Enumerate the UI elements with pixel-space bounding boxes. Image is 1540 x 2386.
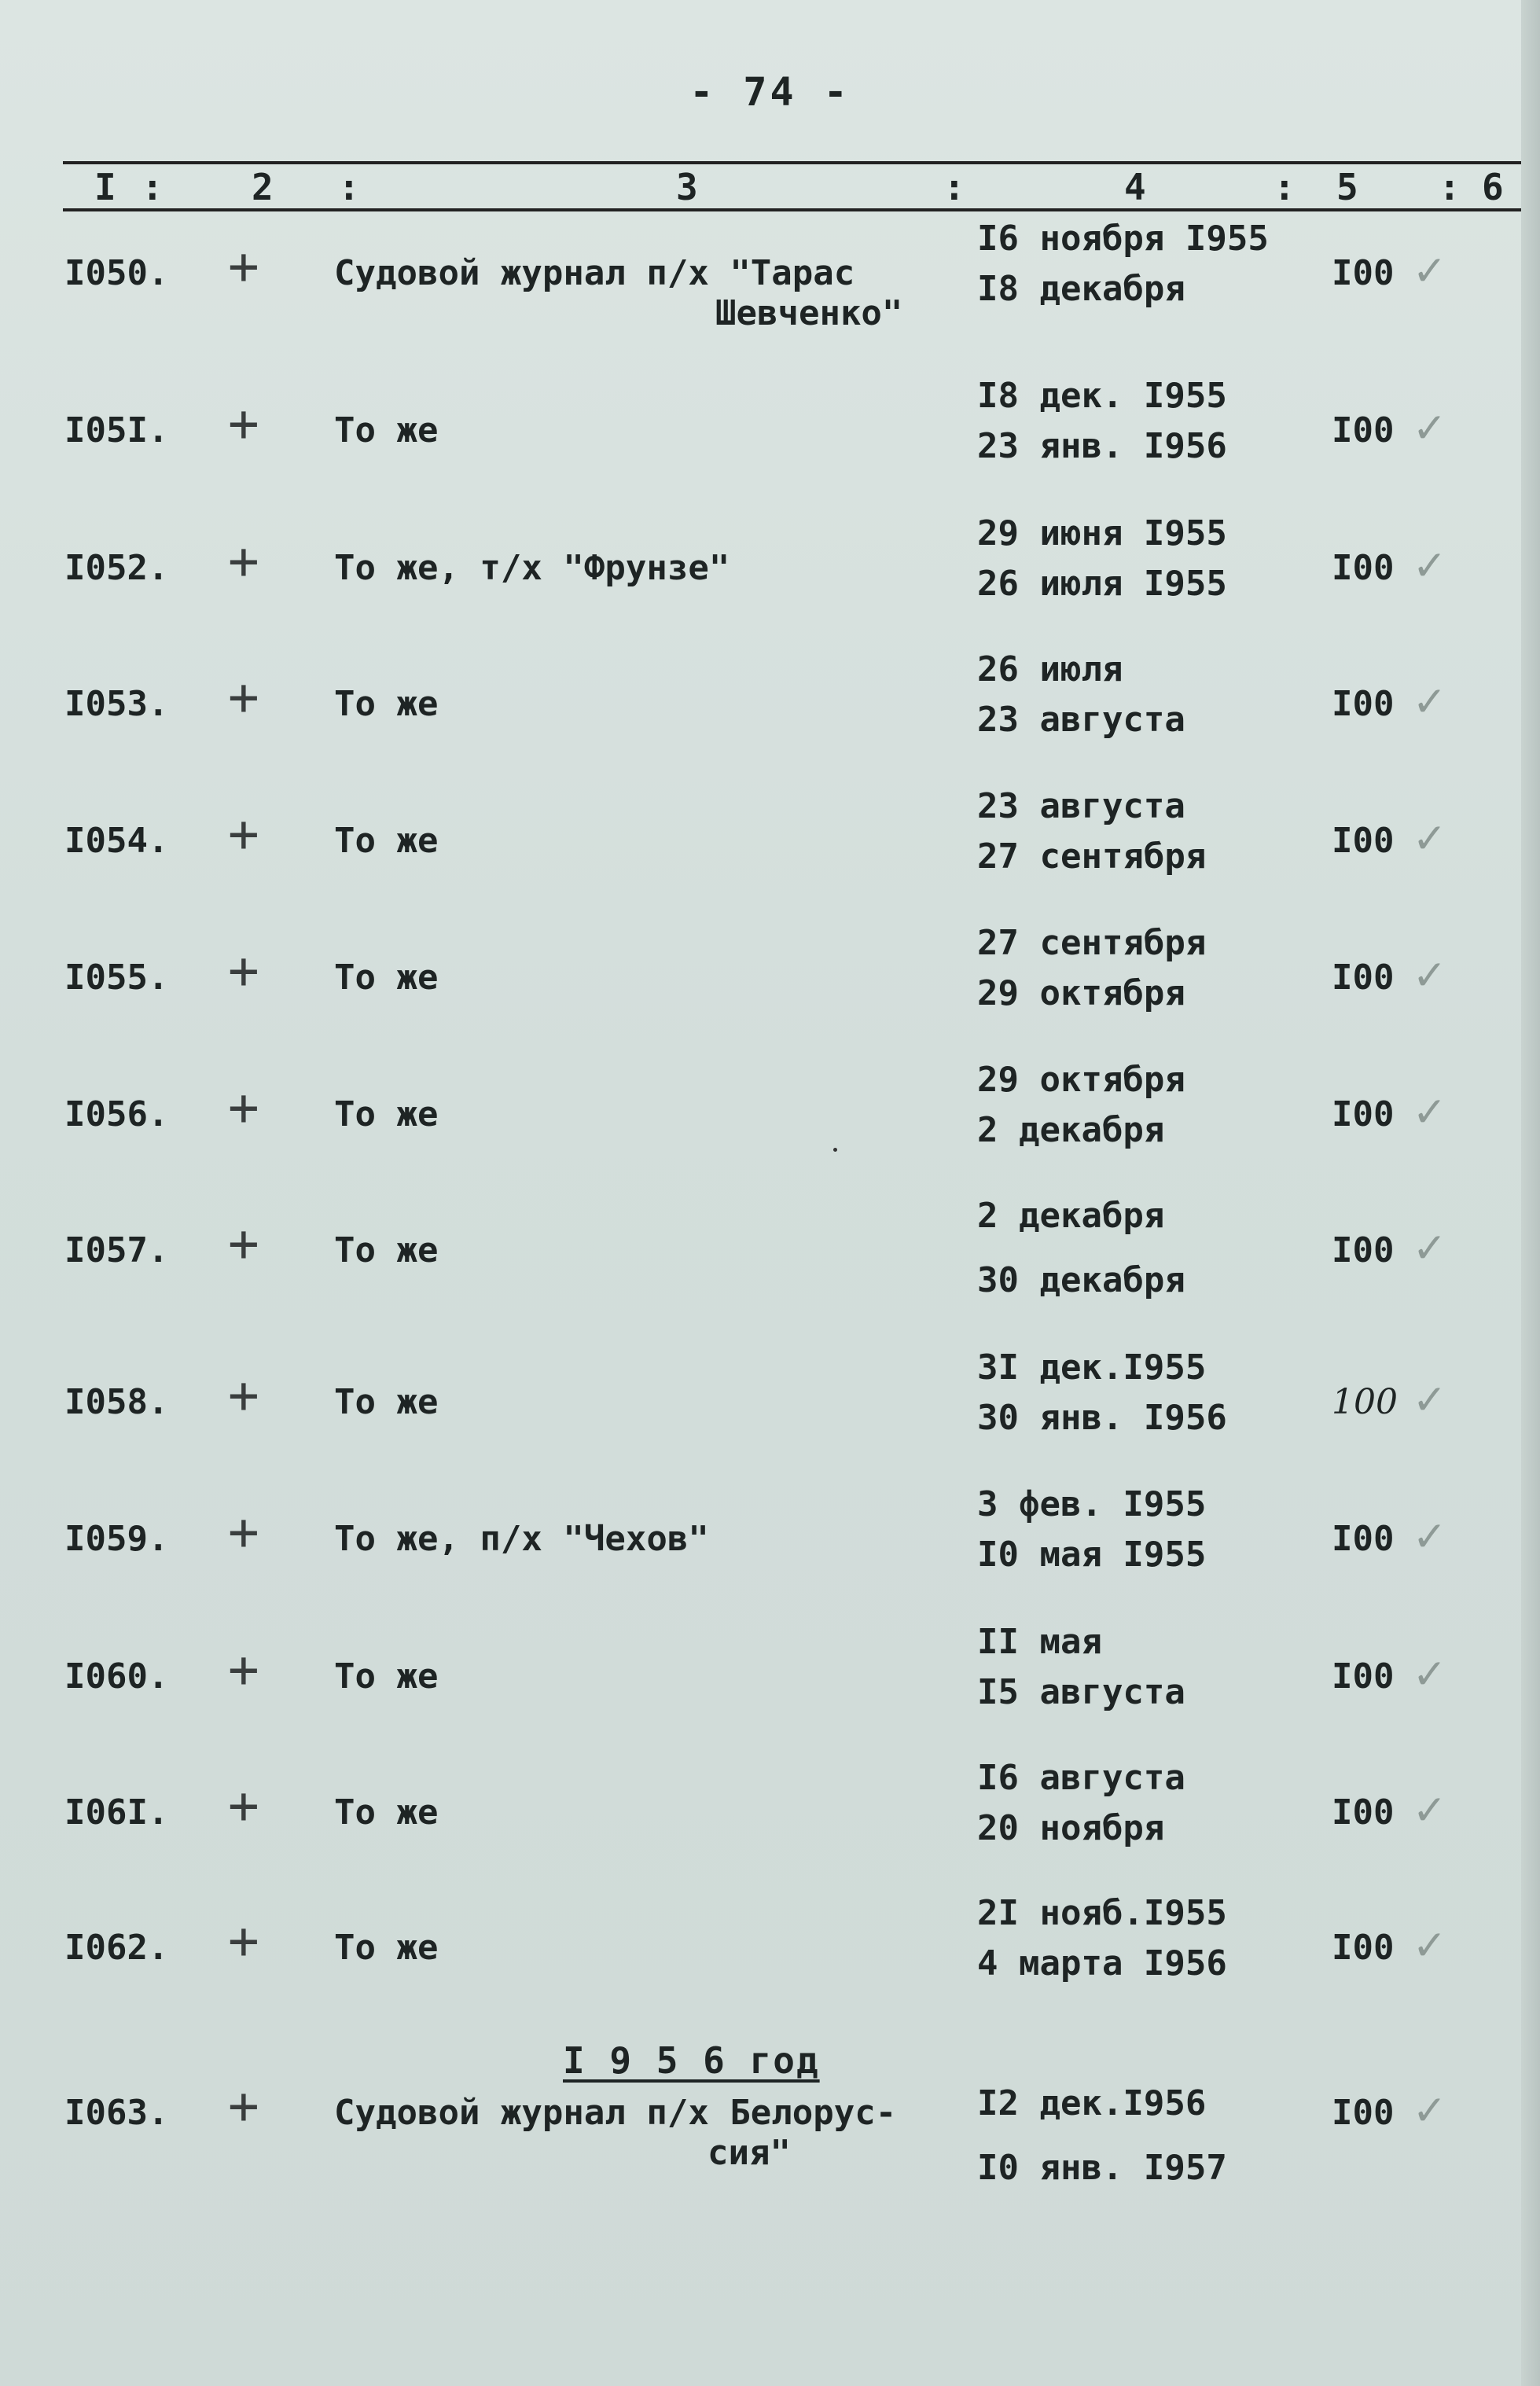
entry-title-line2: Шевченко" <box>715 293 903 333</box>
entry-title-line2: сия" <box>708 2133 791 2173</box>
check-mark-icon: ✓ <box>1415 1645 1444 1700</box>
date-to: 2 декабря <box>977 1110 1165 1150</box>
sheet-count: I00 <box>1332 2093 1395 2133</box>
column-header-1: I <box>94 166 116 208</box>
sheet-count: I00 <box>1332 410 1395 450</box>
entry-number: I059. <box>64 1519 169 1559</box>
date-to: I0 мая I955 <box>977 1535 1207 1575</box>
column-separator: : <box>338 166 360 208</box>
ink-speck <box>833 1148 837 1152</box>
entry-title <box>334 1382 715 1422</box>
date-from: 26 июля <box>977 649 1123 689</box>
sheet-count: I00 <box>1332 958 1395 998</box>
entry-title-line1: Судовой журнал п/х Белорус- <box>334 2093 897 2133</box>
check-mark-icon: ✓ <box>1415 1219 1444 1274</box>
sheet-count: I00 <box>1332 1928 1395 1968</box>
date-to: 23 янв. I956 <box>977 426 1227 466</box>
date-from: I8 дек. I955 <box>977 376 1227 416</box>
page-edge <box>1521 0 1540 2386</box>
column-separator: : <box>1274 166 1296 208</box>
entry-title-line1: То же <box>334 1792 439 1833</box>
column-separator: : <box>142 166 164 208</box>
date-to: 4 марта I956 <box>977 1943 1227 1983</box>
plus-mark-icon: + <box>228 1213 259 1274</box>
date-to: 30 декабря <box>977 1260 1185 1300</box>
entry-number: I056. <box>64 1094 169 1134</box>
column-separator: : <box>1439 166 1461 208</box>
page-number: - 74 - <box>689 69 851 115</box>
check-mark-icon: ✓ <box>1415 1781 1444 1836</box>
plus-mark-icon: + <box>228 1365 259 1425</box>
plus-mark-icon: + <box>228 940 259 1001</box>
date-to: I5 августа <box>977 1672 1185 1712</box>
entry-title <box>334 1230 715 1270</box>
column-header-6: 6 <box>1482 166 1504 208</box>
plus-mark-icon: + <box>228 531 259 591</box>
entry-title-line1: То же, т/х "Фрунзе" <box>334 548 730 588</box>
date-to: 26 июля I955 <box>977 564 1227 604</box>
plus-mark-icon: + <box>228 393 259 454</box>
column-header-row <box>63 161 1521 211</box>
entry-title <box>334 253 902 333</box>
date-from: II мая <box>977 1622 1102 1662</box>
entry-title-line1: То же <box>334 1382 439 1422</box>
entry-title <box>334 1928 715 1968</box>
plus-mark-icon: + <box>228 1639 259 1700</box>
entry-number: I063. <box>64 2093 169 2133</box>
entry-number: I058. <box>64 1382 169 1422</box>
sheet-count: I00 <box>1332 684 1395 724</box>
entry-title-line1: То же <box>334 1094 439 1134</box>
entry-title-line1: То же <box>334 1928 439 1968</box>
plus-mark-icon: + <box>228 667 259 727</box>
plus-mark-icon: + <box>228 803 259 864</box>
check-mark-icon: ✓ <box>1415 1083 1444 1138</box>
date-from: 29 октября <box>977 1060 1185 1100</box>
entry-title-line1: То же <box>334 684 439 724</box>
entry-title <box>334 1656 715 1697</box>
date-from: 2I нояб.I955 <box>977 1893 1227 1933</box>
date-from: I2 дек.I956 <box>977 2083 1207 2123</box>
entry-title-line1: То же, п/х "Чехов" <box>334 1519 709 1559</box>
date-to: I8 декабря <box>977 269 1185 309</box>
date-from: 27 сентября <box>977 923 1207 963</box>
date-to: 30 янв. I956 <box>977 1398 1227 1438</box>
date-from: 3 фев. I955 <box>977 1484 1207 1524</box>
entry-title <box>334 410 715 450</box>
plus-mark-icon: + <box>228 1775 259 1836</box>
entry-title-line1: То же <box>334 1230 439 1270</box>
date-from: 23 августа <box>977 786 1185 826</box>
plus-mark-icon: + <box>228 236 259 296</box>
entry-title-line1: Судовой журнал п/х "Тарас <box>334 253 855 293</box>
sheet-count: I00 <box>1332 821 1395 861</box>
entry-number: I050. <box>64 253 169 293</box>
column-header-5: 5 <box>1336 166 1358 208</box>
plus-mark-icon: + <box>228 2075 259 2136</box>
entry-title <box>334 684 715 724</box>
date-from: I6 августа <box>977 1758 1185 1798</box>
check-mark-icon: ✓ <box>1415 1371 1444 1426</box>
entry-number: I060. <box>64 1656 169 1697</box>
sheet-count: I00 <box>1332 1094 1395 1134</box>
entry-number: I052. <box>64 548 169 588</box>
plus-mark-icon: + <box>228 1077 259 1138</box>
column-header-2: 2 <box>252 166 274 208</box>
entry-number: I06I. <box>64 1792 169 1833</box>
entry-number: I062. <box>64 1928 169 1968</box>
entry-number: I05I. <box>64 410 169 450</box>
date-to: 27 сентября <box>977 836 1207 877</box>
entry-title <box>334 958 715 998</box>
check-mark-icon: ✓ <box>1415 1917 1444 1972</box>
year-heading: I 9 5 6 год <box>563 2039 820 2082</box>
sheet-count: I00 <box>1332 1519 1395 1559</box>
sheet-count: 100 <box>1332 1382 1398 1422</box>
entry-title <box>334 1792 715 1833</box>
entry-number: I054. <box>64 821 169 861</box>
check-mark-icon: ✓ <box>1415 947 1444 1002</box>
sheet-count: I00 <box>1332 1230 1395 1270</box>
sheet-count: I00 <box>1332 548 1395 588</box>
entry-title-line1: То же <box>334 1656 439 1697</box>
entry-title <box>334 548 730 588</box>
date-from: I6 ноября I955 <box>977 219 1269 259</box>
sheet-count: I00 <box>1332 1792 1395 1833</box>
check-mark-icon: ✓ <box>1415 810 1444 865</box>
date-to: 20 ноября <box>977 1808 1165 1848</box>
entry-number: I055. <box>64 958 169 998</box>
plus-mark-icon: + <box>228 1910 259 1971</box>
check-mark-icon: ✓ <box>1415 399 1444 454</box>
entry-title <box>334 821 715 861</box>
entry-title <box>334 2093 896 2173</box>
date-to: 23 августа <box>977 700 1185 740</box>
entry-title <box>334 1094 715 1134</box>
entry-number: I053. <box>64 684 169 724</box>
entry-title <box>334 1519 715 1559</box>
date-from: 3I дек.I955 <box>977 1347 1207 1388</box>
plus-mark-icon: + <box>228 1502 259 1562</box>
sheet-count: I00 <box>1332 253 1395 293</box>
entry-number: I057. <box>64 1230 169 1270</box>
entry-title-line1: То же <box>334 410 439 450</box>
entry-title-line1: То же <box>334 958 439 998</box>
check-mark-icon: ✓ <box>1415 673 1444 728</box>
check-mark-icon: ✓ <box>1415 2082 1444 2137</box>
date-from: 29 июня I955 <box>977 513 1227 553</box>
column-header-4: 4 <box>1124 166 1146 208</box>
check-mark-icon: ✓ <box>1415 537 1444 592</box>
date-to: 29 октября <box>977 973 1185 1013</box>
entry-title-line1: То же <box>334 821 439 861</box>
sheet-count: I00 <box>1332 1656 1395 1697</box>
date-to: I0 янв. I957 <box>977 2148 1227 2188</box>
column-header-3: 3 <box>676 166 698 208</box>
date-from: 2 декабря <box>977 1196 1165 1236</box>
check-mark-icon: ✓ <box>1415 242 1444 297</box>
column-separator: : <box>943 166 965 208</box>
check-mark-icon: ✓ <box>1415 1508 1444 1563</box>
